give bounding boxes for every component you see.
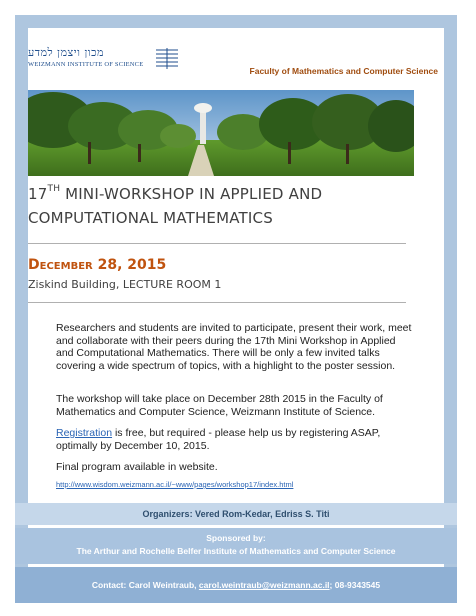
campus-photo bbox=[28, 90, 414, 176]
intro-paragraph: Researchers and students are invited to participate, present their work, meet and collaborate with their peers during the 17th Mini Workshop in Applied and Computational Mathematics. There will be only a few invited talks covering a wide spectrum of topics, with a highlight to the poster session. bbox=[56, 322, 412, 372]
divider-bottom bbox=[28, 302, 406, 303]
institute-emblem-icon bbox=[154, 48, 180, 70]
registration-text: is free, but required - please help us by registering ASAP, optimally by December 10, 2015. bbox=[56, 427, 381, 452]
event-date: December 28, 2015 bbox=[28, 257, 167, 273]
divider-top bbox=[28, 243, 406, 244]
title-line2: COMPUTATIONAL MATHEMATICS bbox=[28, 209, 273, 227]
page-title bbox=[28, 182, 408, 230]
sponsored-by-label: Sponsored by: bbox=[206, 533, 266, 543]
faculty-name: Faculty of Mathematics and Computer Science bbox=[249, 66, 438, 76]
location-paragraph: The workshop will take place on December 28th 2015 in the Faculty of Mathematics and Computer Science, Weizmann Institute of Science. bbox=[56, 393, 383, 418]
title-ordinal: 17 bbox=[28, 185, 48, 203]
sponsor-name: The Arthur and Rochelle Belfer Institute of Mathematics and Computer Science bbox=[76, 546, 396, 556]
logo-hebrew-text: מכון ויצמן למדע bbox=[28, 46, 104, 59]
weizmann-logo bbox=[28, 46, 188, 76]
contact-band bbox=[15, 567, 457, 603]
registration-paragraph bbox=[56, 427, 412, 452]
contact-prefix: Contact: Carol Weintraub, bbox=[91, 580, 199, 590]
registration-link[interactable]: Registration bbox=[56, 427, 113, 439]
sponsor-band bbox=[15, 528, 457, 564]
organizers-band: Organizers: Vered Rom-Kedar, Edriss S. Titi bbox=[15, 503, 457, 525]
program-paragraph: Final program available in website. bbox=[56, 461, 218, 473]
title-line1: MINI-WORKSHOP IN APPLIED AND bbox=[60, 185, 323, 203]
logo-english-text: WEIZMANN INSTITUTE OF SCIENCE bbox=[28, 61, 144, 68]
contact-email-link[interactable]: carol.weintraub@weizmann.ac.il bbox=[198, 580, 330, 590]
contact-phone: ; 08-9343545 bbox=[329, 580, 381, 590]
event-venue: Ziskind Building, LECTURE ROOM 1 bbox=[28, 278, 222, 291]
title-ordinal-suffix: TH bbox=[47, 184, 61, 194]
workshop-url-link[interactable]: http://www.wisdom.weizmann.ac.il/~www/pages/workshop17/index.html bbox=[56, 480, 294, 489]
